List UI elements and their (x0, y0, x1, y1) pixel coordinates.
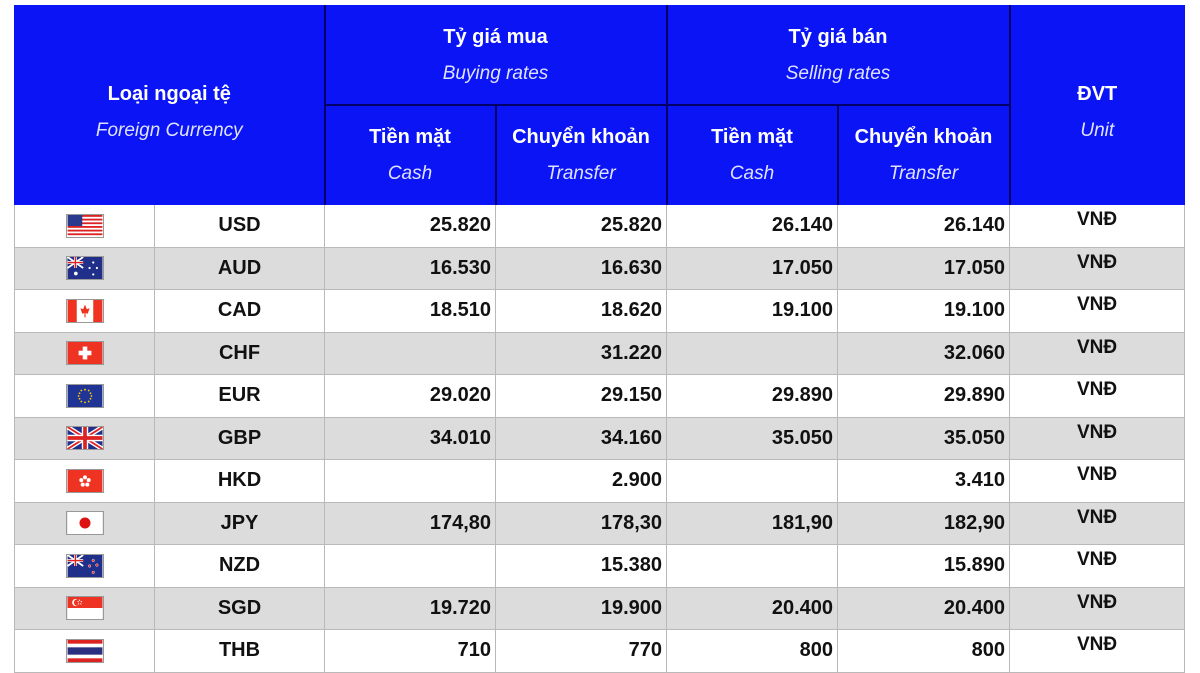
sell-transfer-header (838, 105, 1010, 205)
unit-cell: VNĐ (1010, 247, 1185, 290)
unit-cell: VNĐ (1010, 332, 1185, 375)
sell-transfer-cell: 17.050 (838, 247, 1010, 290)
selling-header-vn: Tỷ giá bán (788, 25, 888, 48)
sell-transfer-cell: 15.890 (838, 545, 1010, 588)
unit-header-vn: ĐVT (1077, 82, 1118, 105)
table-row (15, 630, 1185, 673)
sell-transfer-cell: 32.060 (838, 332, 1010, 375)
buying-rates-header (325, 6, 667, 106)
unit-header (1010, 6, 1185, 205)
buy-transfer-cell: 16.630 (496, 247, 667, 290)
flag-cell (15, 247, 155, 290)
sell-transfer-cell: 182,90 (838, 502, 1010, 545)
sell-transfer-cell: 800 (838, 630, 1010, 673)
sell-cash-cell: 800 (667, 630, 838, 673)
unit-header-en: Unit (1080, 119, 1115, 141)
unit-cell: VNĐ (1010, 587, 1185, 630)
buy-transfer-cell: 2.900 (496, 460, 667, 503)
buying-header-vn: Tỷ giá mua (443, 25, 548, 48)
sell-cash-cell: 26.140 (667, 205, 838, 248)
sell-cash-cell: 19.100 (667, 290, 838, 333)
currency-code-cell: THB (155, 630, 325, 673)
table-row (15, 375, 1185, 418)
sell-transfer-cell: 20.400 (838, 587, 1010, 630)
buy-cash-cell (325, 545, 496, 588)
table-row (15, 205, 1185, 248)
th-flag-icon (66, 639, 104, 663)
sell-cash-header-en: Cash (729, 162, 775, 184)
flag-cell (15, 417, 155, 460)
sell-transfer-cell: 35.050 (838, 417, 1010, 460)
exchange-rate-table-wrapper (14, 5, 1184, 673)
buy-transfer-cell: 25.820 (496, 205, 667, 248)
buy-transfer-cell: 15.380 (496, 545, 667, 588)
buy-transfer-cell: 18.620 (496, 290, 667, 333)
unit-cell: VNĐ (1010, 502, 1185, 545)
buy-transfer-cell: 770 (496, 630, 667, 673)
buy-transfer-header-vn: Chuyển khoản (512, 125, 650, 148)
buy-transfer-cell: 178,30 (496, 502, 667, 545)
exchange-rate-table (14, 5, 1185, 673)
sell-cash-cell (667, 545, 838, 588)
ca-flag-icon (66, 299, 104, 323)
currency-code-cell: JPY (155, 502, 325, 545)
buy-cash-header-vn: Tiền mặt (369, 125, 451, 148)
unit-cell: VNĐ (1010, 205, 1185, 248)
buy-cash-cell (325, 460, 496, 503)
buy-transfer-cell: 31.220 (496, 332, 667, 375)
currency-header (15, 6, 325, 205)
buy-cash-cell (325, 332, 496, 375)
flag-cell (15, 502, 155, 545)
buy-cash-cell: 18.510 (325, 290, 496, 333)
unit-cell: VNĐ (1010, 290, 1185, 333)
buy-transfer-header (496, 105, 667, 205)
table-header (15, 6, 1185, 205)
flag-cell (15, 332, 155, 375)
currency-code-cell: USD (155, 205, 325, 248)
currency-header-vn: Loại ngoại tệ (107, 82, 231, 105)
buy-cash-header (325, 105, 496, 205)
sell-cash-cell: 181,90 (667, 502, 838, 545)
currency-code-cell: CHF (155, 332, 325, 375)
flag-cell (15, 587, 155, 630)
flag-cell (15, 375, 155, 418)
sell-transfer-cell: 29.890 (838, 375, 1010, 418)
buy-cash-cell: 16.530 (325, 247, 496, 290)
buying-header-en: Buying rates (442, 62, 549, 84)
buy-cash-cell: 25.820 (325, 205, 496, 248)
sell-cash-cell: 17.050 (667, 247, 838, 290)
flag-cell (15, 630, 155, 673)
table-body (15, 205, 1185, 673)
sell-cash-header-vn: Tiền mặt (711, 125, 793, 148)
buy-cash-cell: 34.010 (325, 417, 496, 460)
currency-code-cell: HKD (155, 460, 325, 503)
currency-header-en: Foreign Currency (95, 119, 243, 141)
currency-code-cell: SGD (155, 587, 325, 630)
table-row (15, 460, 1185, 503)
currency-code-cell: EUR (155, 375, 325, 418)
unit-cell: VNĐ (1010, 460, 1185, 503)
table-row (15, 247, 1185, 290)
currency-code-cell: GBP (155, 417, 325, 460)
table-row (15, 587, 1185, 630)
hk-flag-icon (66, 469, 104, 493)
currency-code-cell: AUD (155, 247, 325, 290)
buy-transfer-header-en: Transfer (546, 162, 616, 184)
sell-transfer-header-vn: Chuyển khoản (854, 125, 993, 148)
sell-cash-header (667, 105, 838, 205)
sell-transfer-header-en: Transfer (888, 162, 959, 184)
nz-flag-icon (66, 554, 104, 578)
flag-cell (15, 205, 155, 248)
table-row (15, 290, 1185, 333)
buy-transfer-cell: 19.900 (496, 587, 667, 630)
buy-cash-header-en: Cash (387, 162, 433, 184)
sell-cash-cell: 20.400 (667, 587, 838, 630)
ch-flag-icon (66, 341, 104, 365)
us-flag-icon (66, 214, 104, 238)
sell-transfer-cell: 19.100 (838, 290, 1010, 333)
sell-cash-cell (667, 460, 838, 503)
sell-cash-cell: 35.050 (667, 417, 838, 460)
currency-code-cell: CAD (155, 290, 325, 333)
selling-rates-header (667, 6, 1010, 106)
currency-code-cell: NZD (155, 545, 325, 588)
unit-cell: VNĐ (1010, 375, 1185, 418)
buy-cash-cell: 174,80 (325, 502, 496, 545)
buy-cash-cell: 29.020 (325, 375, 496, 418)
unit-cell: VNĐ (1010, 545, 1185, 588)
au-flag-icon (66, 256, 104, 280)
table-row (15, 332, 1185, 375)
table-row (15, 417, 1185, 460)
flag-cell (15, 460, 155, 503)
buy-cash-cell: 19.720 (325, 587, 496, 630)
buy-cash-cell: 710 (325, 630, 496, 673)
sg-flag-icon (66, 596, 104, 620)
unit-cell: VNĐ (1010, 417, 1185, 460)
unit-cell: VNĐ (1010, 630, 1185, 673)
sell-transfer-cell: 3.410 (838, 460, 1010, 503)
buy-transfer-cell: 29.150 (496, 375, 667, 418)
table-row (15, 502, 1185, 545)
selling-header-en: Selling rates (785, 62, 891, 84)
sell-cash-cell: 29.890 (667, 375, 838, 418)
flag-cell (15, 290, 155, 333)
buy-transfer-cell: 34.160 (496, 417, 667, 460)
gb-flag-icon (66, 426, 104, 450)
sell-transfer-cell: 26.140 (838, 205, 1010, 248)
table-row (15, 545, 1185, 588)
eu-flag-icon (66, 384, 104, 408)
jp-flag-icon (66, 511, 104, 535)
sell-cash-cell (667, 332, 838, 375)
flag-cell (15, 545, 155, 588)
